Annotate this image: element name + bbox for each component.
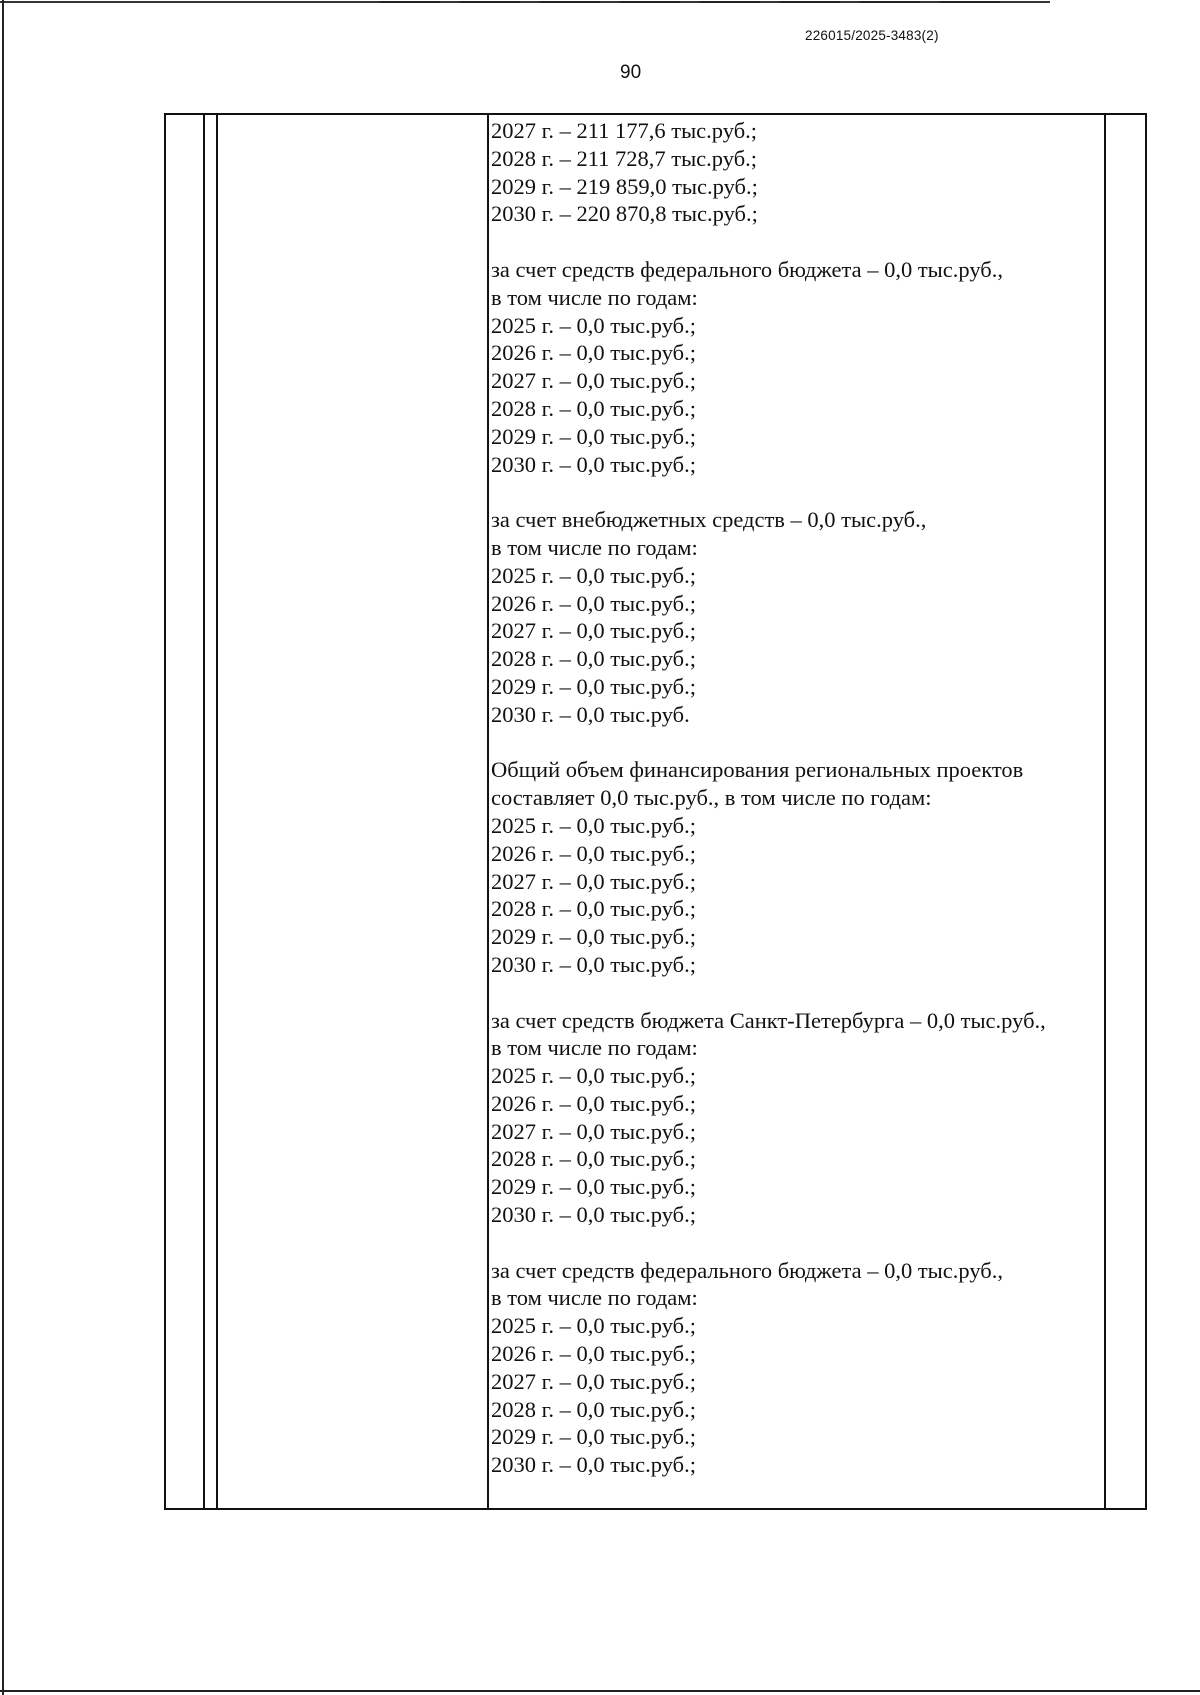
funding-line: 2025 г. – 0,0 тыс.руб.;: [491, 812, 696, 838]
funding-line: 2028 г. – 0,0 тыс.руб.;: [491, 896, 696, 922]
funding-line: 2030 г. – 220 870,8 тыс.руб.;: [491, 201, 758, 227]
funding-line: 2028 г. – 0,0 тыс.руб.;: [491, 1146, 696, 1172]
funding-line: 2028 г. – 0,0 тыс.руб.;: [491, 646, 696, 672]
funding-line: за счет средств бюджета Санкт-Петербурга – 0,0 тыс.руб.,: [491, 1007, 1046, 1033]
funding-line: 2029 г. – 0,0 тыс.руб.;: [491, 673, 696, 699]
funding-line: 2030 г. – 0,0 тыс.руб.;: [491, 951, 696, 977]
funding-line: 2027 г. – 0,0 тыс.руб.;: [491, 1368, 696, 1394]
funding-line: 2026 г. – 0,0 тыс.руб.;: [491, 340, 696, 366]
paragraph-gap: [491, 729, 1101, 757]
funding-line: Общий объем финансирования региональных проектов: [491, 757, 1024, 783]
funding-line: 2028 г. – 0,0 тыс.руб.;: [491, 395, 696, 421]
funding-line: 2029 г. – 0,0 тыс.руб.;: [491, 1174, 696, 1200]
funding-line: в том числе по годам:: [491, 534, 698, 560]
funding-text-cell: [491, 117, 1101, 1479]
funding-line: 2030 г. – 0,0 тыс.руб.;: [491, 1202, 696, 1228]
table-bottom-border: [175, 1508, 1147, 1510]
paragraph-gap: [491, 228, 1101, 256]
funding-line: в том числе по годам:: [491, 1035, 698, 1061]
funding-line: в том числе по годам:: [491, 1285, 698, 1311]
funding-line: 2025 г. – 0,0 тыс.руб.;: [491, 1063, 696, 1089]
funding-line: 2027 г. – 0,0 тыс.руб.;: [491, 1118, 696, 1144]
funding-line: 2029 г. – 0,0 тыс.руб.;: [491, 1424, 696, 1450]
funding-line: 2029 г. – 219 859,0 тыс.руб.;: [491, 173, 758, 199]
funding-line: 2026 г. – 0,0 тыс.руб.;: [491, 1090, 696, 1116]
funding-line: составляет 0,0 тыс.руб., в том числе по годам:: [491, 785, 932, 811]
funding-line: 2026 г. – 0,0 тыс.руб.;: [491, 840, 696, 866]
funding-line: 2028 г. – 211 728,7 тыс.руб.;: [491, 145, 758, 171]
scan-border-bottom: [0, 1690, 1200, 1692]
funding-line: 2030 г. – 0,0 тыс.руб.;: [491, 1452, 696, 1478]
funding-line: 2025 г. – 0,0 тыс.руб.;: [491, 312, 696, 338]
funding-line: 2026 г. – 0,0 тыс.руб.;: [491, 590, 696, 616]
funding-line: за счет средств федерального бюджета – 0,0 тыс.руб.,: [491, 256, 1004, 282]
funding-line: 2027 г. – 0,0 тыс.руб.;: [491, 368, 696, 394]
funding-line: за счет средств федерального бюджета – 0,0 тыс.руб.,: [491, 1257, 1004, 1283]
funding-line: 2027 г. – 0,0 тыс.руб.;: [491, 868, 696, 894]
funding-line: 2030 г. – 0,0 тыс.руб.: [491, 701, 690, 727]
funding-line: 2027 г. – 0,0 тыс.руб.;: [491, 618, 696, 644]
table-column-divider: [216, 113, 218, 1510]
funding-line: 2030 г. – 0,0 тыс.руб.;: [491, 451, 696, 477]
table-column-divider: [487, 113, 489, 1510]
funding-line: 2029 г. – 0,0 тыс.руб.;: [491, 423, 696, 449]
funding-line: 2025 г. – 0,0 тыс.руб.;: [491, 562, 696, 588]
scan-artifact-top-dashes: [380, 1, 1020, 3]
document-number: 226015/2025-3483(2): [805, 28, 939, 43]
scan-border-left: [2, 0, 4, 1695]
funding-line: 2027 г. – 211 177,6 тыс.руб.;: [491, 118, 758, 143]
funding-line: 2029 г. – 0,0 тыс.руб.;: [491, 924, 696, 950]
table-column-divider: [1104, 113, 1106, 1510]
paragraph-gap: [491, 979, 1101, 1007]
paragraph-gap: [491, 478, 1101, 506]
table-column-divider: [203, 113, 205, 1510]
funding-line: за счет внебюджетных средств – 0,0 тыс.руб.,: [491, 507, 927, 533]
paragraph-gap: [491, 1229, 1101, 1257]
funding-line: 2026 г. – 0,0 тыс.руб.;: [491, 1341, 696, 1367]
funding-line: 2025 г. – 0,0 тыс.руб.;: [491, 1313, 696, 1339]
funding-line: 2028 г. – 0,0 тыс.руб.;: [491, 1396, 696, 1422]
page-number: 90: [620, 62, 642, 83]
funding-line: в том числе по годам:: [491, 284, 698, 310]
